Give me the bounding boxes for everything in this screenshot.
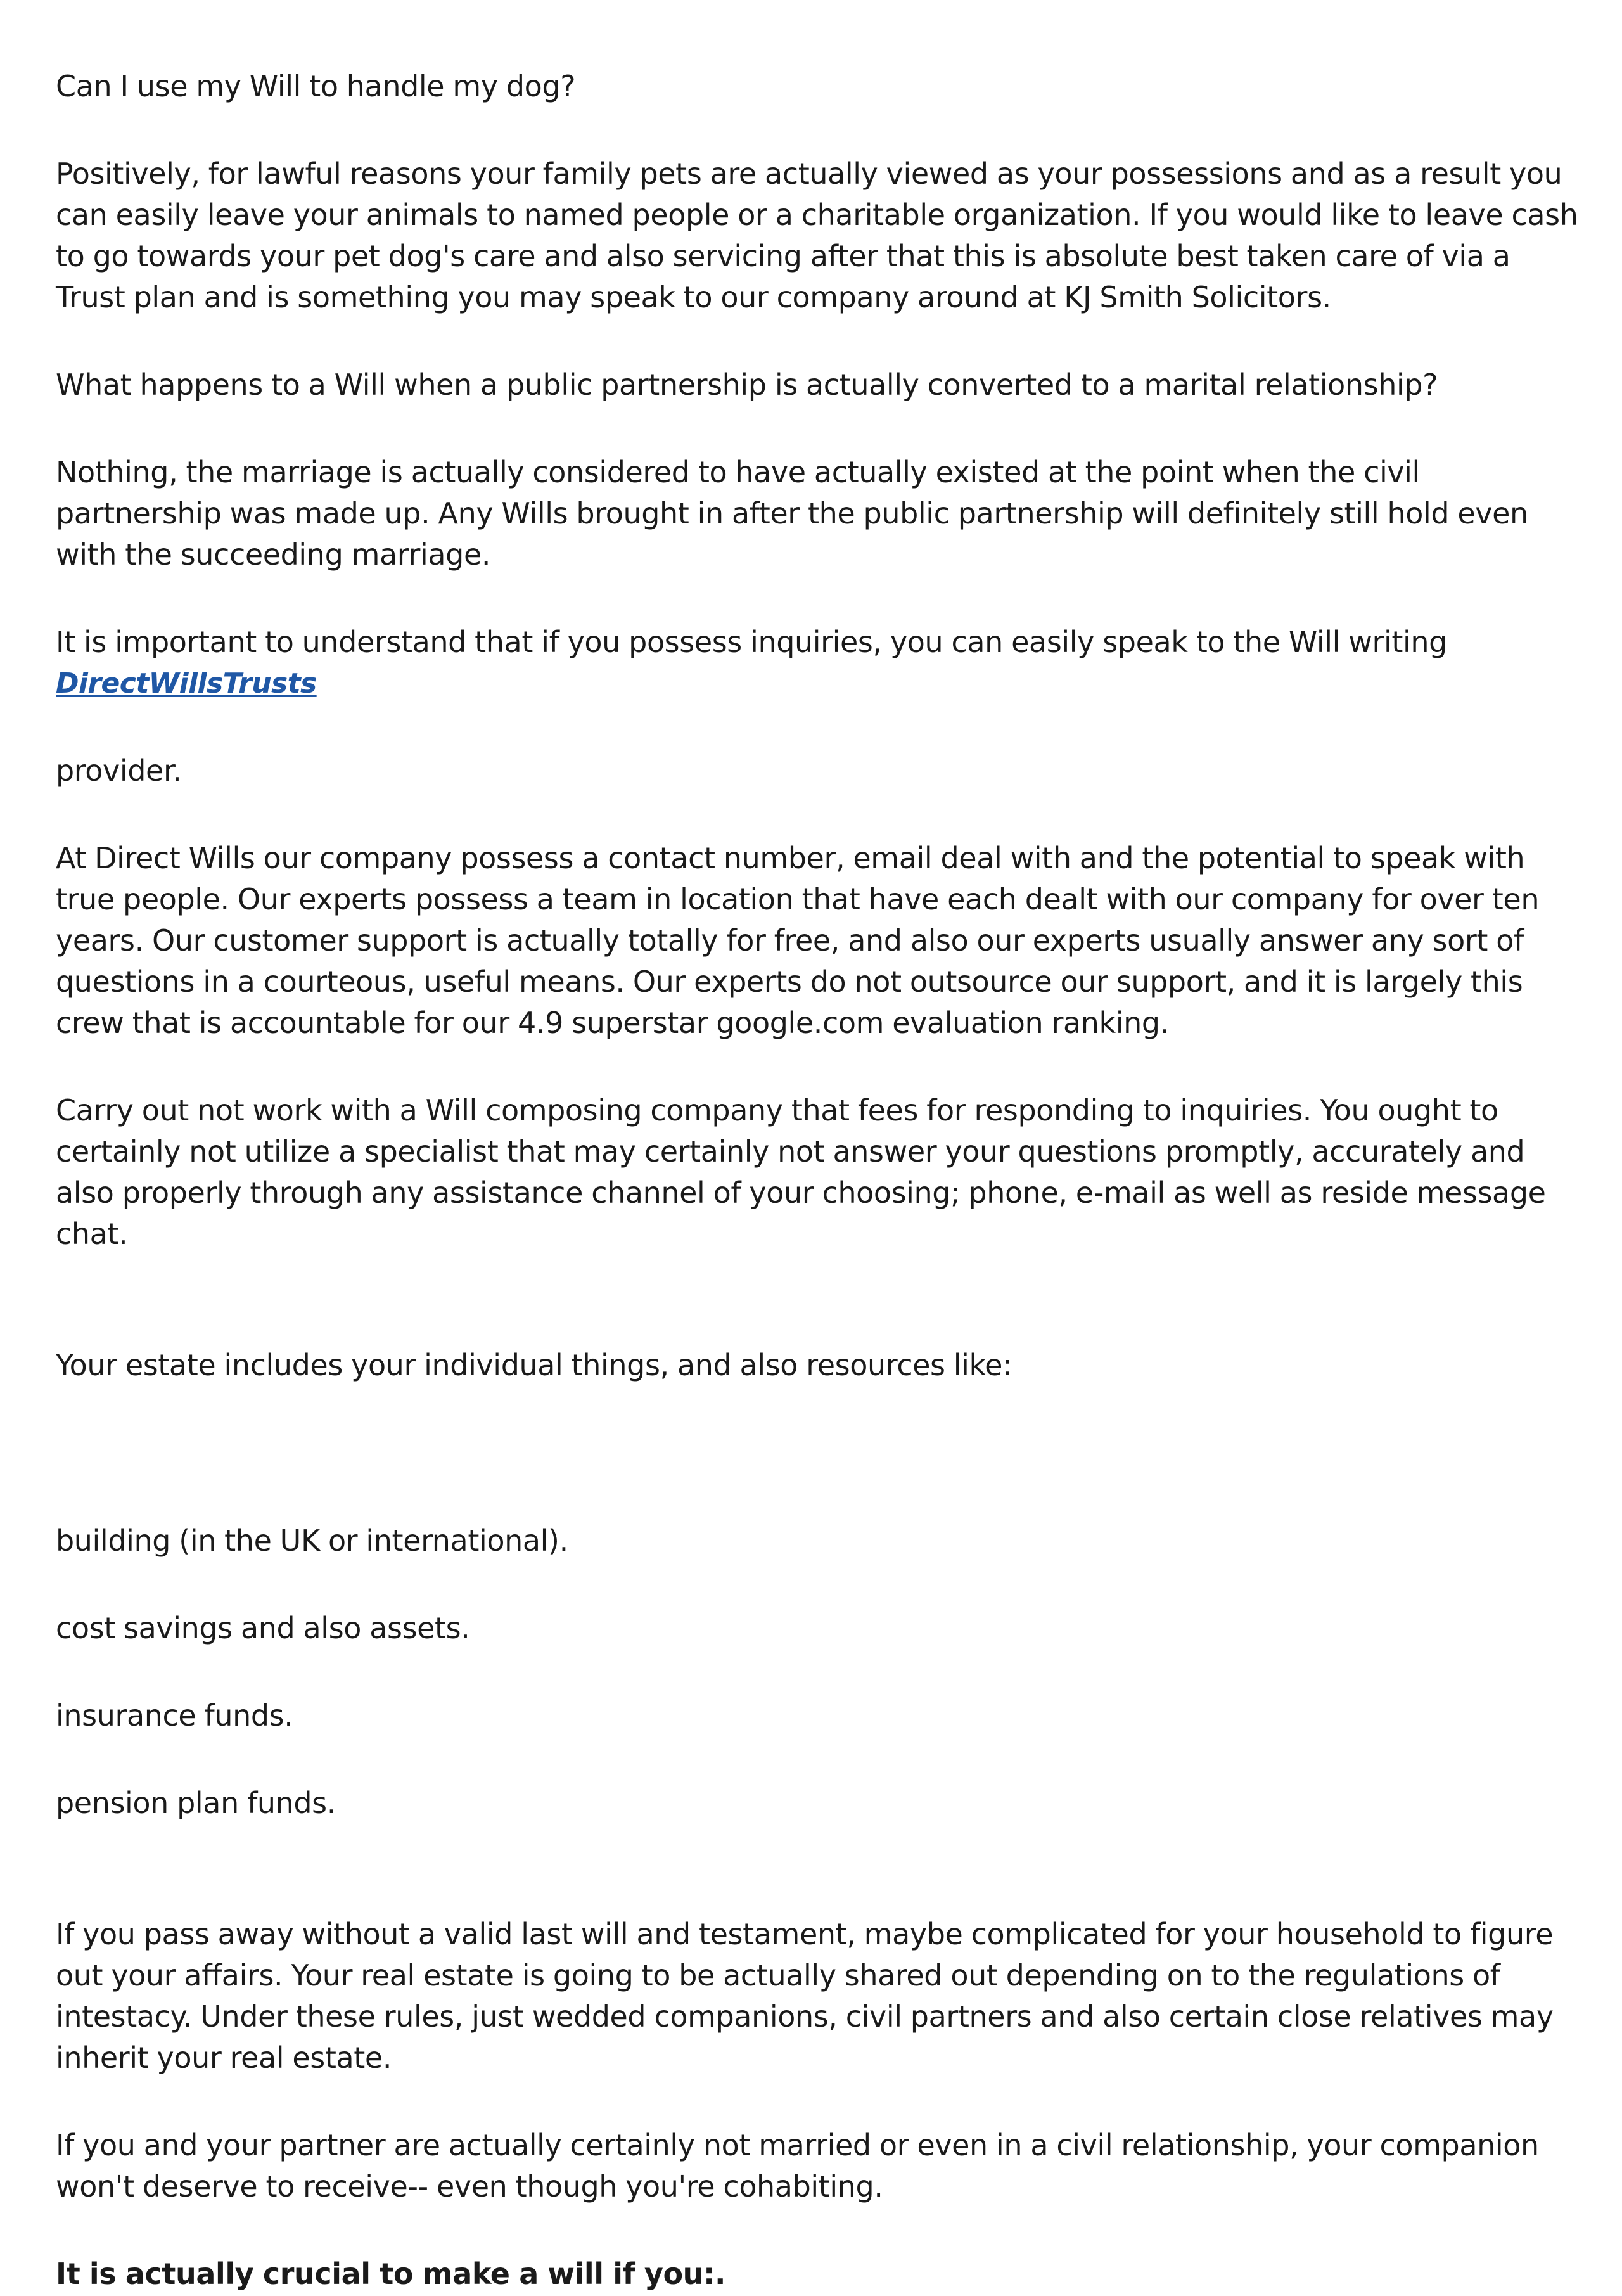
estate-intro: Your estate includes your individual things, and also resources like:: [56, 1348, 1012, 1382]
intestacy-paragraph: If you pass away without a valid last will and testament, maybe complicated for your household to figure out your affairs. Your real estate is going to be actually shared out depending on to the regulations of intestacy. Under these rules, just wedded companions, civil partners and also certain close relatives may inherit your real estate.: [56, 1917, 1554, 2075]
question-partnership: What happens to a Will when a public partnership is actually converted to a marital relationship?: [56, 368, 1438, 402]
direct-wills-paragraph: At Direct Wills our company possess a contact number, email deal with and the potential to speak with true people. Our experts possess a team in location that have each dealt with our company for over ten years. Our customer support is actually totally for free, and also our experts usually answer any sort of questions in a courteous, useful means. Our experts do not outsource our support, and it is largely this crew that is accountable for our 4.9 superstar google.com evaluation ranking.: [56, 841, 1540, 1040]
direct-wills-trusts-link[interactable]: DirectWillsTrusts: [56, 667, 317, 700]
carry-out-paragraph: Carry out not work with a Will composing company that fees for responding to inquiries. You ought to certainly not utilize a specialist that may certainly not answer your questions promptly, accurately and also properly through any assistance channel of your choosing; phone, e-mail as well as reside message chat.: [56, 1093, 1546, 1251]
important-paragraph: It is important to understand that if you possess inquiries, you can easily speak to the Will writing: [56, 625, 1447, 659]
crucial-heading: It is actually crucial to make a will if you:.: [56, 2257, 726, 2291]
answer-dog: Positively, for lawful reasons your family pets are actually viewed as your possessions and as a result you can easily leave your animals to named people or a charitable organization. If you would like to leave cash to go towards your pet dog's care and also servicing after that this is absolute best taken care of via a Trust plan and is something you may speak to our company around at KJ Smith Solicitors.: [56, 157, 1578, 314]
estate-item-building: building (in the UK or international).: [56, 1523, 568, 1558]
answer-partnership: Nothing, the marriage is actually considered to have actually existed at the point when the civil partnership was made up. Any Wills brought in after the public partnership will definitely still hold even with the succeeding marriage.: [56, 455, 1528, 572]
estate-item-pension: pension plan funds.: [56, 1786, 336, 1820]
not-married-paragraph: If you and your partner are actually certainly not married or even in a civil relationship, your companion won't deserve to receive-- even though you're cohabiting.: [56, 2128, 1539, 2203]
provider-text: provider.: [56, 754, 182, 788]
estate-item-savings: cost savings and also assets.: [56, 1611, 470, 1645]
estate-item-insurance: insurance funds.: [56, 1698, 293, 1733]
question-dog: Can I use my Will to handle my dog?: [56, 69, 576, 103]
